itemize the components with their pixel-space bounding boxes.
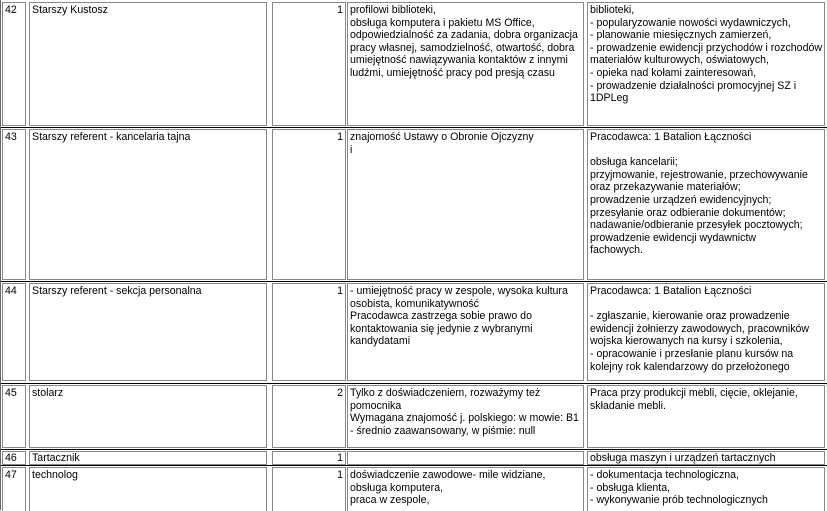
table-row: [0, 383, 827, 450]
table-row: [0, 127, 827, 282]
row-number: 42: [2, 2, 26, 126]
vacancy-count: 1: [272, 467, 346, 511]
position-name: Starszy Kustosz: [29, 2, 267, 126]
vacancy-count: 2: [272, 385, 346, 448]
row-number: 44: [2, 283, 26, 381]
job-description: Pracodawca: 1 Batalion Łączności obsługa kancelarii; przyjmowanie, rejestrowanie, przechowywanie oraz przekazywanie materiałów; prowadzenie urządzeń ewidencyjnych; przesyłanie oraz odbieranie dokumentów; nadawanie/odbieranie przesyłek pocztowych; prowadzenie ewidencji wydawnictw fachowych.: [587, 129, 825, 280]
row-divider: [0, 281, 827, 282]
row-divider: [0, 449, 827, 450]
requirements: znajomość Ustawy o Obronie Ojczyzny i: [347, 129, 584, 280]
job-description: obsługa maszyn i urządzeń tartacznych: [587, 451, 825, 465]
vacancy-count: 1: [272, 451, 346, 465]
job-description: Praca przy produkcji mebli, cięcie, oklejanie, składanie mebli.: [587, 385, 825, 448]
row-number: 47: [2, 467, 26, 511]
row-number: 43: [2, 129, 26, 280]
position-name: Tartacznik: [29, 451, 267, 465]
requirements: Tylko z doświadczeniem, rozważymy też pomocnika Wymagana znajomość j. polskiego: w mowie: B1 - średnio zaawansowany, w piśmie: null: [347, 385, 584, 448]
requirements: profilowi biblioteki, obsługa komputera i pakietu MS Office, odpowiedzialność za zadania, dobra organizacja pracy własnej, samodzielność, otwartość, dobra umiejętność nawiązywania kontaktów z innymi ludźmi, umiejętność pracy pod presją czasu: [347, 2, 584, 126]
table-row: [0, 281, 827, 383]
table-row: [0, 449, 827, 466]
position-name: Starszy referent - sekcja personalna: [29, 283, 267, 381]
position-name: Starszy referent - kancelaria tajna: [29, 129, 267, 280]
vacancy-count: 1: [272, 283, 346, 381]
table-row: [0, 465, 827, 510]
row-divider: [0, 127, 827, 128]
row-number: 46: [2, 451, 26, 465]
job-description: biblioteki, - popularyzowanie nowości wydawniczych, - planowanie miesięcznych zamierzeń, - prowadzenie ewidencji przychodów i rozchodów materiałów kulturowych, oświatowych, - opieka nad kołami zainteresowań, - prowadzenie działalności promocyjnej SZ i 1DPLeg: [587, 2, 825, 126]
position-name: stolarz: [29, 385, 267, 448]
position-name: technolog: [29, 467, 267, 511]
vacancy-count: 1: [272, 129, 346, 280]
requirements: doświadczenie zawodowe- mile widziane, obsługa komputera, praca w zespole,: [347, 467, 584, 511]
row-number: 45: [2, 385, 26, 448]
job-description: - dokumentacja technologiczna, - obsługa klienta, - wykonywanie prób technologicznych: [587, 467, 825, 511]
job-description: Pracodawca: 1 Batalion Łączności - zgłaszanie, kierowanie oraz prowadzenie ewidencji żołnierzy zawodowych, pracowników wojska kierowanych na kursy i szkolenia, - opracowanie i przesłanie planu kursów na kolejny rok kalendarzowy do przełożonego: [587, 283, 825, 381]
requirements: - umiejętność pracy w zespole, wysoka kultura osobista, komunikatywność Pracodawca zastrzega sobie prawo do kontaktowania się jedynie z wybranymi kandydatami: [347, 283, 584, 381]
table-left-edge: [0, 0, 1, 510]
row-divider: [0, 383, 827, 384]
table-row: [0, 0, 827, 128]
row-divider: [0, 465, 827, 466]
requirements: [347, 451, 584, 465]
vacancy-count: 1: [272, 2, 346, 126]
